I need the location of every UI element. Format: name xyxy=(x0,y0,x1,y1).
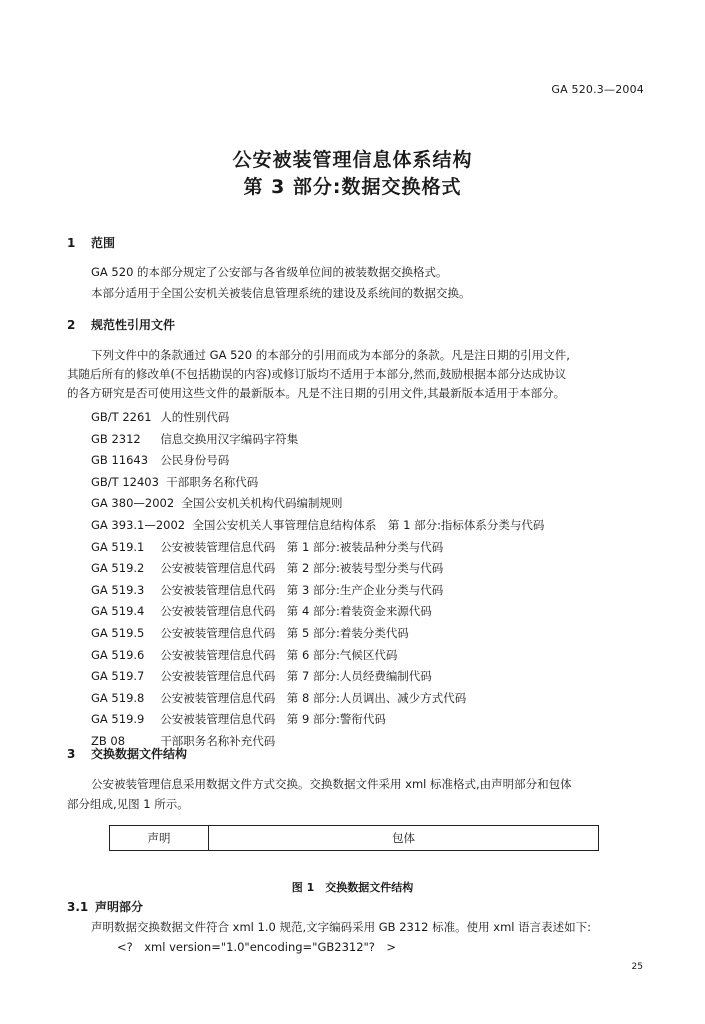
section-number: 1 xyxy=(67,236,76,250)
section-3-1-heading xyxy=(67,898,143,915)
reference-name: 人的性别代码 xyxy=(160,410,230,424)
section-3-heading xyxy=(67,745,187,762)
section-number: 3 xyxy=(67,747,76,761)
document-subtitle: 第 3 部分:数据交换格式 xyxy=(243,176,462,198)
declaration-cell: 声明 xyxy=(110,826,209,850)
section-2-paragraph-line-1: 下列文件中的条款通过 GA 520 的本部分的引用而成为本部分的条款。凡是注日期的引用文件, xyxy=(91,348,570,362)
reference-name: 公安被装管理信息代码 第 4 部分:着装资金来源代码 xyxy=(160,604,432,619)
section-title: 声明部分 xyxy=(95,900,144,914)
page-number: 25 xyxy=(631,962,643,972)
reference-item xyxy=(91,515,544,537)
reference-code: GB 11643 xyxy=(91,453,149,468)
reference-item xyxy=(91,493,544,515)
section-3-paragraph-line-2: 部分组成,见图 1 所示。 xyxy=(67,797,189,811)
reference-name: 公安被装管理信息代码 第 7 部分:人员经费编制代码 xyxy=(160,669,432,684)
reference-item xyxy=(91,688,544,710)
reference-code: GB/T 12403 xyxy=(91,474,159,489)
reference-code: GA 519.9 xyxy=(91,712,145,727)
reference-item xyxy=(91,450,544,472)
reference-name: 公安被装管理信息代码 第 6 部分:气候区代码 xyxy=(160,647,398,662)
reference-name: 公民身份号码 xyxy=(160,453,230,468)
reference-code: GA 519.8 xyxy=(91,690,145,705)
section-2-paragraph-line-3: 的各方研究是否可使用这些文件的最新版本。凡是不注日期的引用文件,其最新版本适用于本部分。 xyxy=(67,386,566,400)
reference-item xyxy=(91,472,544,494)
body-cell: 包体 xyxy=(392,831,415,845)
reference-item xyxy=(91,580,544,602)
reference-item xyxy=(91,407,544,429)
section-number: 3.1 xyxy=(67,900,89,914)
reference-name: 公安被装管理信息代码 第 5 部分:着装分类代码 xyxy=(160,625,409,640)
reference-name: 公安被装管理信息代码 第 8 部分:人员调出、减少方式代码 xyxy=(160,690,467,705)
reference-code: GA 519.6 xyxy=(91,647,145,662)
reference-item xyxy=(91,666,544,688)
reference-code: GA 393.1—2002 xyxy=(91,517,186,532)
section-3-paragraph-line-1: 公安被装管理信息采用数据文件方式交换。交换数据文件采用 xml 标准格式,由声明部分和包体 xyxy=(91,777,572,791)
file-structure-figure xyxy=(109,825,599,851)
section-3-1-paragraph: 声明数据交换数据文件符合 xml 1.0 规范,文字编码采用 GB 2312 标准。使用 xml 语言表述如下: xyxy=(91,920,592,934)
reference-code: GA 519.7 xyxy=(91,669,145,684)
reference-name: 公安被装管理信息代码 第 9 部分:警衔代码 xyxy=(160,712,386,727)
reference-name: 干部职务名称补充代码 xyxy=(160,733,276,748)
section-1-heading xyxy=(67,234,115,251)
reference-code: GB 2312 xyxy=(91,431,141,446)
section-title: 交换数据文件结构 xyxy=(91,747,188,761)
standard-code: GA 520.3—2004 xyxy=(551,83,644,96)
reference-item xyxy=(91,645,544,667)
reference-name: 全国公安机关人事管理信息结构体系 第 1 部分:指标体系分类与代码 xyxy=(192,517,545,532)
reference-list xyxy=(91,407,544,753)
document-title: 公安被装管理信息体系结构 xyxy=(232,149,473,171)
reference-name: 公安被装管理信息代码 第 1 部分:被装品种分类与代码 xyxy=(160,539,444,554)
reference-code: GA 519.3 xyxy=(91,582,145,597)
section-2-heading xyxy=(67,316,175,333)
section-title: 规范性引用文件 xyxy=(91,318,176,332)
reference-name: 公安被装管理信息代码 第 3 部分:生产企业分类与代码 xyxy=(160,582,444,597)
reference-name: 公安被装管理信息代码 第 2 部分:被装号型分类与代码 xyxy=(160,561,444,576)
reference-code: GA 519.5 xyxy=(91,625,145,640)
reference-code: GA 519.2 xyxy=(91,561,145,576)
section-2-paragraph-line-2: 其随后所有的修改单(不包括勘误的内容)或修订版均不适用于本部分,然而,鼓励根据本部分达成协议 xyxy=(67,367,567,381)
section-title: 范围 xyxy=(91,236,116,250)
section-number: 2 xyxy=(67,318,76,332)
reference-name: 干部职务名称代码 xyxy=(166,474,259,489)
reference-name: 全国公安机关机构代码编制规则 xyxy=(181,496,343,511)
xml-declaration-code: <? xml version="1.0"encoding="GB2312"? > xyxy=(117,940,397,954)
reference-item xyxy=(91,558,544,580)
reference-code: GA 519.1 xyxy=(91,539,145,554)
reference-code: GA 519.4 xyxy=(91,604,145,619)
reference-item xyxy=(91,429,544,451)
reference-code: GA 380—2002 xyxy=(91,496,175,511)
reference-item xyxy=(91,623,544,645)
reference-item xyxy=(91,601,544,623)
reference-item xyxy=(91,537,544,559)
figure-caption: 图 1 交换数据文件结构 xyxy=(291,881,414,894)
section-1-paragraph-1: GA 520 的本部分规定了公安部与各省级单位间的被装数据交换格式。 xyxy=(91,265,448,279)
reference-item xyxy=(91,709,544,731)
reference-code: ZB 08 xyxy=(91,733,126,748)
reference-name: 信息交换用汉字编码字符集 xyxy=(160,431,299,446)
section-1-paragraph-2: 本部分适用于全国公安机关被装信息管理系统的建设及系统间的数据交换。 xyxy=(91,286,471,300)
reference-code: GB/T 2261 xyxy=(91,410,152,424)
